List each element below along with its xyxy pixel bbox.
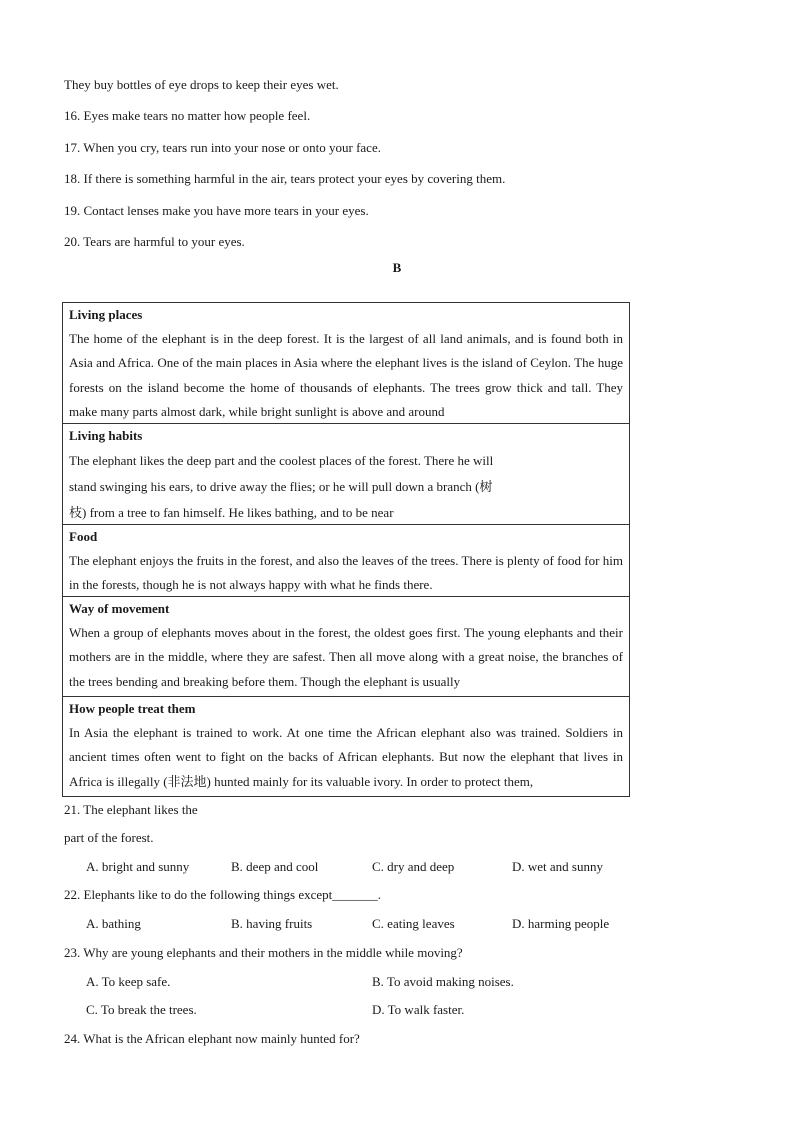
passage-text-line: They buy bottles of eye drops to keep their eyes wet. [64, 77, 339, 92]
passage-section-food [63, 524, 629, 596]
question-21-option-b[interactable]: B. deep and cool [231, 859, 319, 874]
question-23-option-a[interactable]: A. To keep safe. [86, 974, 171, 989]
question-24-stem: 24. What is the African elephant now mainly hunted for? [64, 1031, 360, 1046]
question-22-option-a[interactable]: A. bathing [86, 916, 141, 931]
question-23-option-b[interactable]: B. To avoid making noises. [372, 974, 514, 989]
question-22-option-d[interactable]: D. harming people [512, 916, 610, 931]
question-21-stem: 21. The elephant likes the [64, 802, 198, 817]
question-23-stem: 23. Why are young elephants and their mothers in the middle while moving? [64, 945, 463, 960]
question-21-option-c[interactable]: C. dry and deep [372, 859, 455, 874]
question-21-stem-cont: part of the forest. [64, 830, 154, 845]
section-title: How people treat them [69, 701, 196, 716]
question-18: 18. If there is something harmful in the air, tears protect your eyes by covering them. [64, 171, 506, 186]
question-21-option-d[interactable]: D. wet and sunny [512, 859, 603, 874]
section-body: In Asia the elephant is trained to work. At one time the African elephant also was trained. Soldiers in ancient times often went to fight on the backs of African elephants. But now the elephant that lives in Africa is illegally (非法地) hunted mainly for its valuable ivory. In order to protect them, [69, 725, 623, 789]
passage-table [62, 302, 630, 797]
question-21-option-a[interactable]: A. bright and sunny [86, 859, 190, 874]
section-title: Living habits [69, 428, 143, 443]
question-22-stem: 22. Elephants like to do the following things except_______. [64, 887, 382, 902]
passage-section-living-habits [63, 423, 629, 524]
section-title: Living places [69, 307, 143, 322]
section-body: The elephant likes the deep part and the coolest places of the forest. There he will stand swinging his ears, to drive away the flies; or he will pull down a branch (树枝) from a tree to fan himself. He likes bathing, and to be near [69, 453, 494, 520]
question-23-option-c[interactable]: C. To break the trees. [86, 1002, 197, 1017]
section-label: B [392, 260, 402, 275]
question-16: 16. Eyes make tears no matter how people feel. [64, 108, 311, 123]
question-22-option-b[interactable]: B. having fruits [231, 916, 313, 931]
question-22-option-c[interactable]: C. eating leaves [372, 916, 455, 931]
passage-section-way-of-movement [63, 596, 629, 696]
section-title: Way of movement [69, 601, 170, 616]
passage-section-living-places [63, 303, 629, 423]
section-body: The home of the elephant is in the deep forest. It is the largest of all land animals, and is found both in Asia and Africa. One of the main places in Asia where the elephant lives is the island of Ceylon. The huge forests on the island become the home of thousands of elephants. The trees grow thick and tall. They make many parts almost dark, while bright sunlight is above and around [69, 331, 623, 419]
section-title: Food [69, 529, 98, 544]
section-body: The elephant enjoys the fruits in the forest, and also the leaves of the trees. There is plenty of food for him in the forests, though he is not always happy with what he finds there. [69, 553, 623, 593]
section-body: When a group of elephants moves about in the forest, the oldest goes first. The young elephants and their mothers are in the middle, where they are safest. Then all move along with a great noise, the branches of the trees bending and breaking before them. Though the elephant is usually [69, 625, 623, 689]
question-17: 17. When you cry, tears run into your nose or onto your face. [64, 140, 381, 155]
question-19: 19. Contact lenses make you have more tears in your eyes. [64, 203, 369, 218]
question-23-option-d[interactable]: D. To walk faster. [372, 1002, 465, 1017]
passage-section-how-people-treat-them [63, 696, 629, 796]
question-20: 20. Tears are harmful to your eyes. [64, 234, 245, 249]
